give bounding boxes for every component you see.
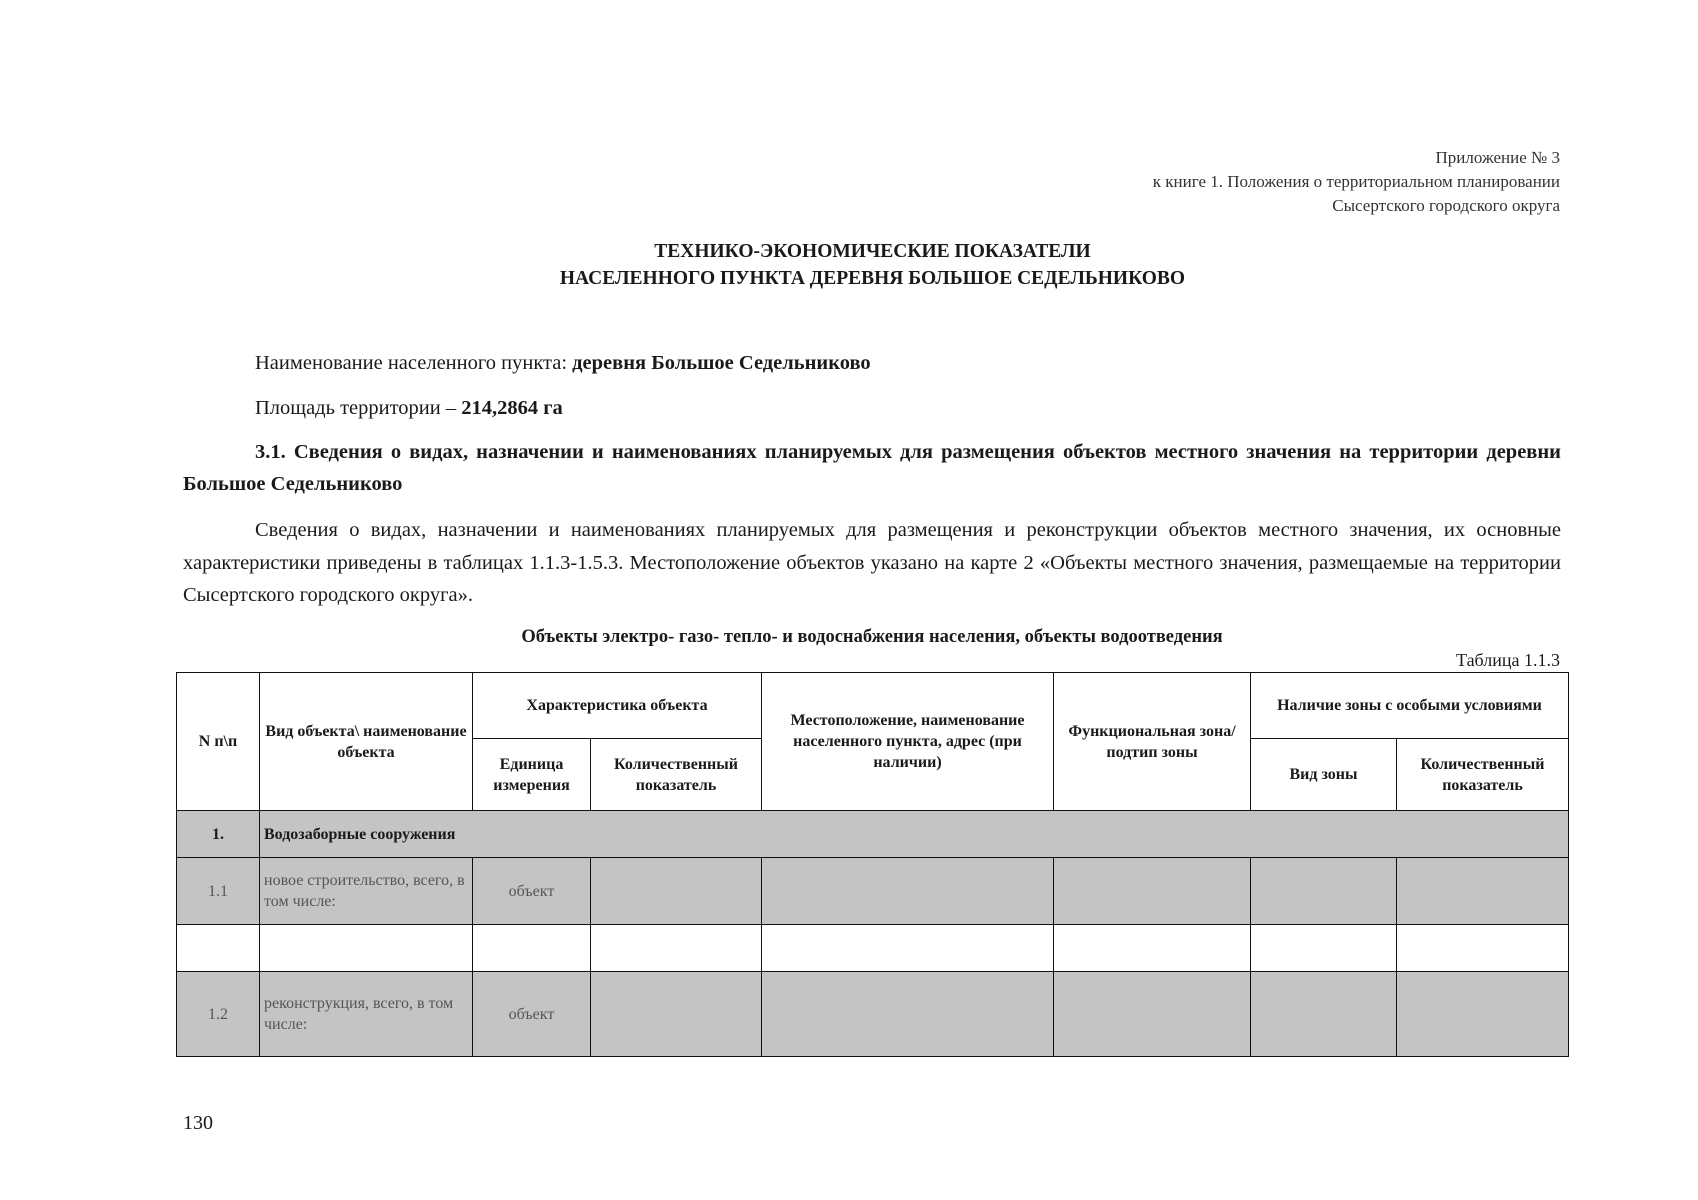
- header-unit: Единица измерения: [473, 739, 591, 811]
- indicators-table: [176, 672, 1569, 1057]
- appendix-note: [1153, 146, 1560, 218]
- section-heading: 3.1. Сведения о видах, назначении и наименованиях планируемых для размещения объектов местного значения на территории деревни Большое Седельниково: [183, 441, 1561, 495]
- row-location: [762, 925, 1054, 972]
- row-name: [260, 925, 473, 972]
- header-location: Местоположение, наименование населенного пункта, адрес (при наличии): [762, 673, 1054, 811]
- row-zone: [1054, 925, 1251, 972]
- header-object-type: Вид объекта\ наименование объекта: [260, 673, 473, 811]
- row-zone-type: [1251, 858, 1397, 925]
- header-quantity: Количественный показатель: [591, 739, 762, 811]
- body-paragraph: Сведения о видах, назначении и наименованиях планируемых для размещения и реконструкции объектов местного значения, их основные характеристики приведены в таблицах 1.1.3-1.5.3. Местоположение объектов указано на карте 2 «Объекты местного значения, размещаемые на территории Сысертского городского округа».: [183, 519, 1561, 606]
- settlement-label: Наименование населенного пункта:: [255, 352, 573, 374]
- row-name: новое строительство, всего, в том числе:: [260, 858, 473, 925]
- row-quantity: [591, 925, 762, 972]
- table-number: Таблица 1.1.3: [1456, 650, 1560, 670]
- area-label: Площадь территории –: [255, 397, 462, 419]
- table-row: [177, 858, 1569, 925]
- page-number: 130: [183, 1112, 213, 1134]
- appendix-line-2: к книге 1. Положения о территориальном планировании: [1152, 172, 1560, 191]
- row-name: реконструкция, всего, в том числе:: [260, 972, 473, 1057]
- row-location: [762, 972, 1054, 1057]
- row-zone-type: [1251, 972, 1397, 1057]
- appendix-line-3: Сысертского городского округа: [1332, 196, 1560, 215]
- area-line: [183, 392, 1561, 424]
- row-name: Водозаборные сооружения: [260, 811, 1569, 858]
- row-quantity: [591, 858, 762, 925]
- row-unit: объект: [473, 858, 591, 925]
- header-special-zone: Наличие зоны с особыми условиями: [1251, 673, 1569, 739]
- row-zone-quantity: [1397, 972, 1569, 1057]
- table-caption: Объекты электро- газо- тепло- и водоснабжения населения, объекты водоотведения: [521, 627, 1223, 647]
- row-num: 1.1: [177, 858, 260, 925]
- table-row: [177, 972, 1569, 1057]
- document-title: [0, 238, 1698, 292]
- row-zone: [1054, 858, 1251, 925]
- table-header-row-1: [177, 673, 1569, 739]
- header-functional-zone: Функциональная зона/ подтип зоны: [1054, 673, 1251, 811]
- row-zone-quantity: [1397, 925, 1569, 972]
- row-location: [762, 858, 1054, 925]
- title-line-2: НАСЕЛЕННОГО ПУНКТА ДЕРЕВНЯ БОЛЬШОЕ СЕДЕЛЬНИКОВО: [559, 268, 1186, 289]
- header-zone-quantity: Количественный показатель: [1397, 739, 1569, 811]
- settlement-line: [183, 347, 1561, 379]
- row-zone: [1054, 972, 1251, 1057]
- header-num: N п\п: [177, 673, 260, 811]
- row-unit: [473, 925, 591, 972]
- header-zone-type: Вид зоны: [1251, 739, 1397, 811]
- row-num: 1.2: [177, 972, 260, 1057]
- header-characteristic: Характеристика объекта: [473, 673, 762, 739]
- settlement-value: деревня Большое Седельниково: [572, 352, 871, 374]
- appendix-line-1: Приложение № 3: [1435, 148, 1560, 167]
- title-line-1: ТЕХНИКО-ЭКОНОМИЧЕСКИЕ ПОКАЗАТЕЛИ: [654, 241, 1091, 262]
- row-num: 1.: [177, 811, 260, 858]
- row-zone-type: [1251, 925, 1397, 972]
- row-zone-quantity: [1397, 858, 1569, 925]
- row-quantity: [591, 972, 762, 1057]
- table-row: [177, 811, 1569, 858]
- table-row: [177, 925, 1569, 972]
- row-unit: объект: [473, 972, 591, 1057]
- area-value: 214,2864 га: [461, 397, 563, 419]
- row-num: [177, 925, 260, 972]
